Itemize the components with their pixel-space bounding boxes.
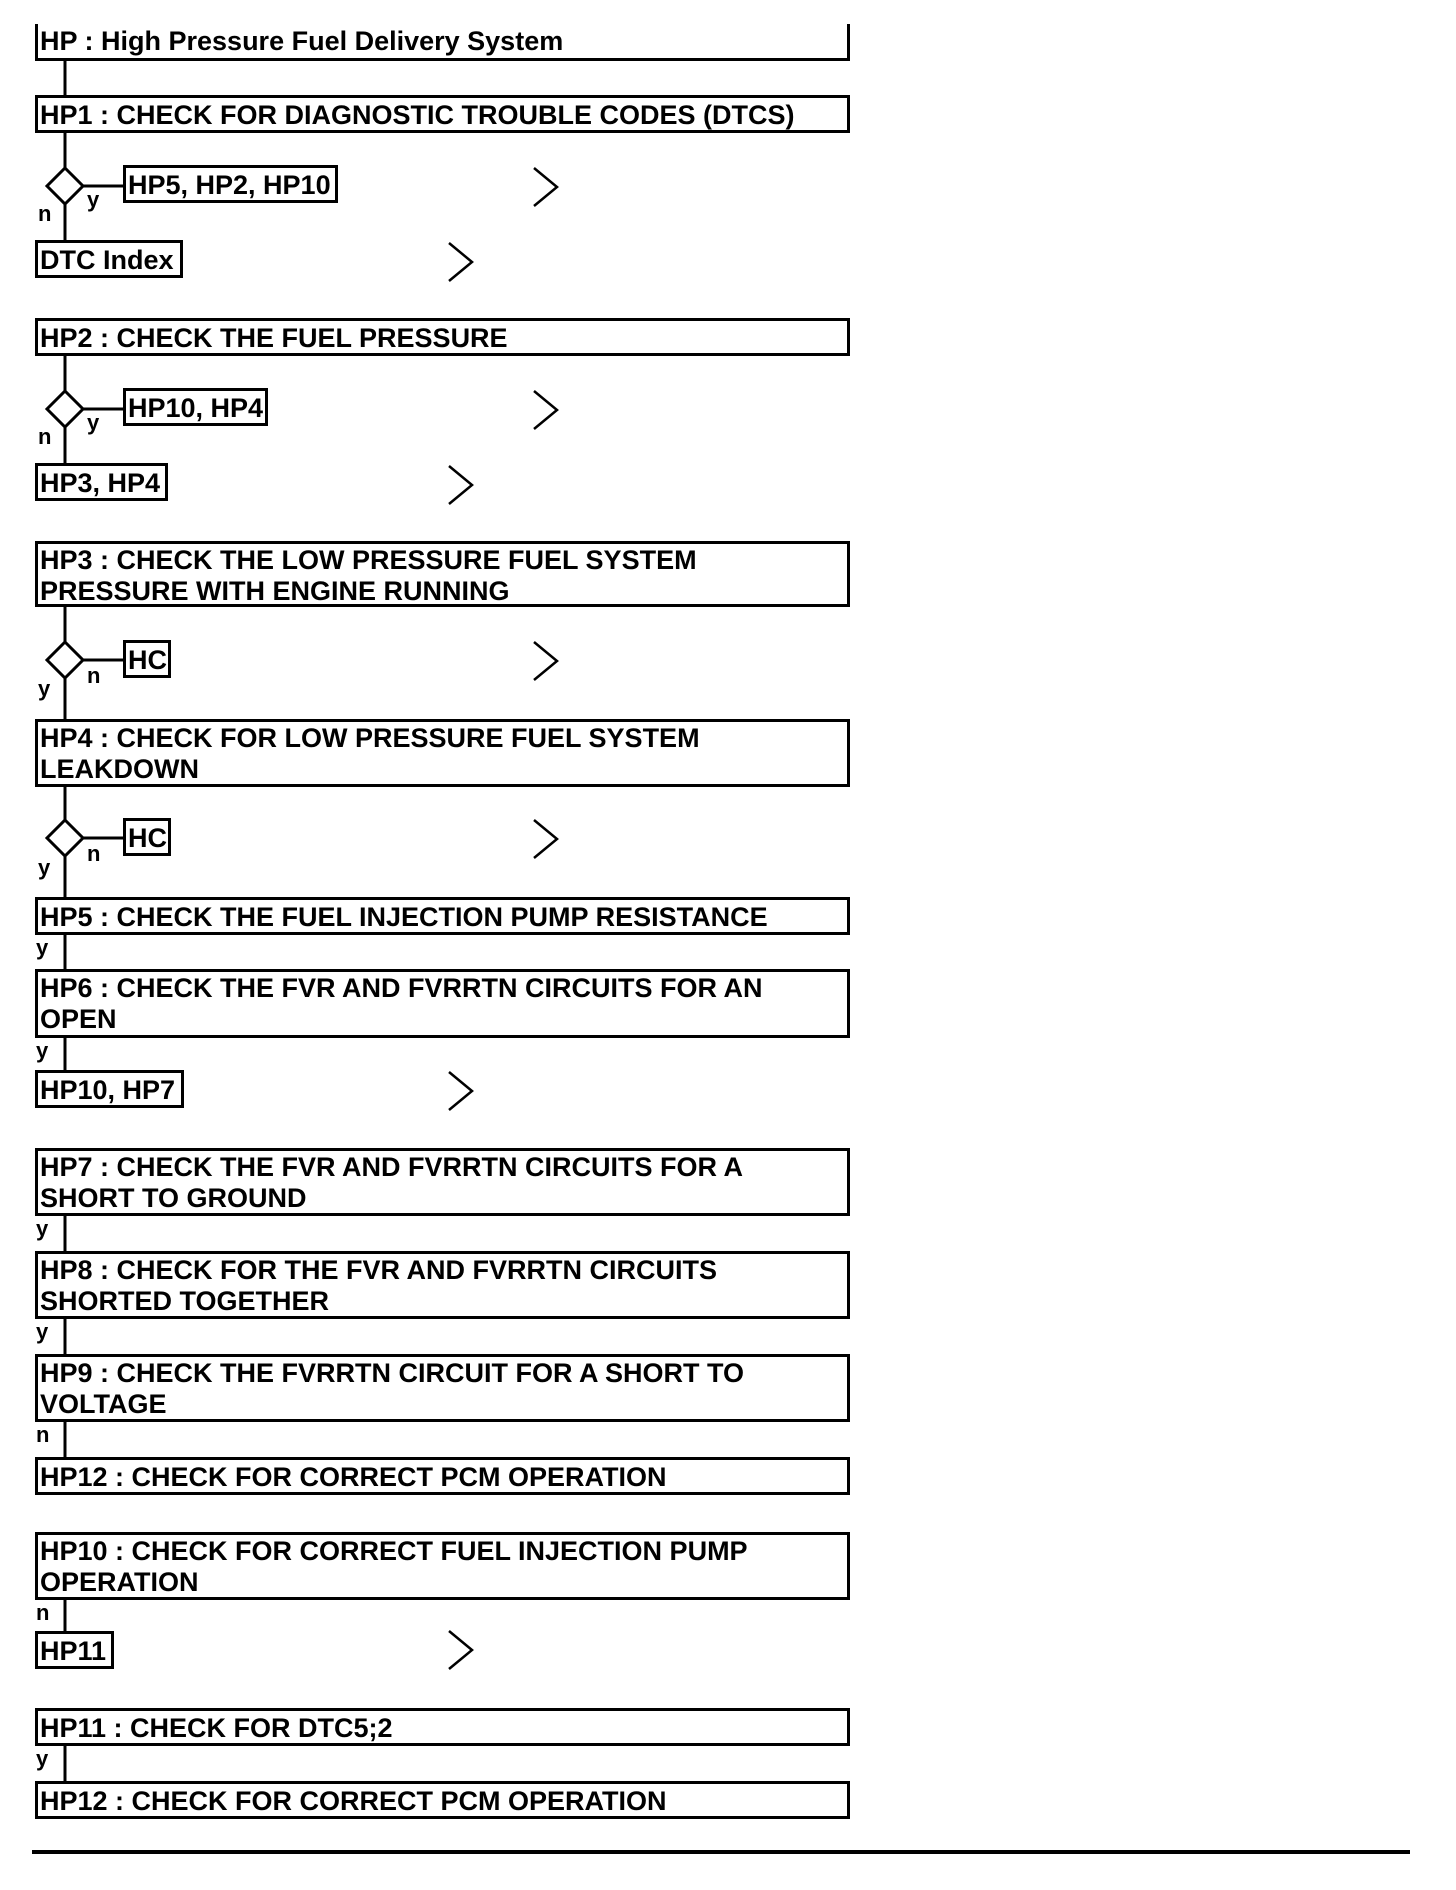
step-hp9-title-line2: VOLTAGE — [40, 1389, 167, 1419]
step-hp11 — [35, 1708, 850, 1746]
step-hp4-title-line2: LEAKDOWN — [40, 754, 199, 784]
yes-label: y — [87, 187, 100, 212]
step-hp6-title-line2: OPEN — [40, 1004, 117, 1034]
chevron-right-icon[interactable] — [534, 391, 557, 429]
step-hp6-title-line1: HP6 : CHECK THE FVR AND FVRRTN CIRCUITS FOR AN — [40, 973, 763, 1003]
chevron-right-icon[interactable] — [449, 243, 472, 281]
decision-diamond-hp1 — [47, 168, 83, 204]
link-hp1-yes[interactable] — [123, 165, 338, 203]
no-label: n — [36, 1600, 50, 1625]
decision-diamond-hp2 — [47, 391, 83, 427]
no-label: n — [38, 201, 52, 226]
step-hp1 — [35, 95, 850, 133]
link-hp3-no-label: HC — [128, 645, 167, 675]
yes-label: y — [87, 410, 100, 435]
step-hp5 — [35, 897, 850, 935]
chevron-right-icon[interactable] — [449, 1631, 472, 1669]
chevron-right-icon[interactable] — [449, 1072, 472, 1110]
step-hp9-title-line1: HP9 : CHECK THE FVRRTN CIRCUIT FOR A SHORT TO — [40, 1358, 745, 1388]
step-hp10-title-line2: OPERATION — [40, 1567, 199, 1597]
step-hp3-title-line1: HP3 : CHECK THE LOW PRESSURE FUEL SYSTEM — [40, 545, 697, 575]
step-hp3 — [35, 541, 850, 607]
yes-label: y — [36, 1038, 49, 1063]
link-hp3-no[interactable] — [123, 640, 171, 678]
step-hp6 — [35, 969, 850, 1038]
chevron-right-icon[interactable] — [534, 168, 557, 206]
step-hp12-title: HP12 : CHECK FOR CORRECT PCM OPERATION — [40, 1462, 667, 1492]
step-hp12-title: HP12 : CHECK FOR CORRECT PCM OPERATION — [40, 1786, 667, 1816]
no-label: n — [36, 1422, 50, 1447]
link-hp10-no[interactable] — [35, 1631, 114, 1669]
step-hp7-title-line2: SHORT TO GROUND — [40, 1183, 307, 1213]
step-hp8-title-line1: HP8 : CHECK FOR THE FVR AND FVRRTN CIRCUITS — [40, 1255, 718, 1285]
link-hp4-no[interactable] — [123, 818, 171, 856]
step-hp3-title-line2: PRESSURE WITH ENGINE RUNNING — [40, 576, 510, 606]
step-hp10 — [35, 1532, 850, 1600]
step-hp10-title-line1: HP10 : CHECK FOR CORRECT FUEL INJECTION PUMP — [40, 1536, 748, 1566]
step-hp2-title: HP2 : CHECK THE FUEL PRESSURE — [40, 323, 508, 353]
step-hp9 — [35, 1354, 850, 1422]
link-hp2-yes[interactable] — [123, 388, 268, 426]
chevron-right-icon[interactable] — [534, 820, 557, 858]
chevron-right-icon[interactable] — [449, 466, 472, 504]
decision-diamond-hp3 — [47, 642, 83, 678]
header-box — [35, 24, 850, 61]
step-hp1-title: HP1 : CHECK FOR DIAGNOSTIC TROUBLE CODES (DTCS) — [40, 100, 795, 130]
link-hp1-no[interactable] — [35, 240, 183, 278]
link-hp4-no-label: HC — [128, 823, 167, 853]
chevron-right-icon[interactable] — [534, 642, 557, 680]
yes-label: y — [38, 676, 51, 701]
yes-label: y — [36, 935, 49, 960]
step-hp12 — [35, 1781, 850, 1819]
yes-label: y — [36, 1216, 49, 1241]
step-hp8 — [35, 1251, 850, 1319]
step-hp7 — [35, 1148, 850, 1216]
link-hp2-no-label: HP3, HP4 — [40, 468, 161, 498]
step-hp11-title: HP11 : CHECK FOR DTC5;2 — [40, 1713, 393, 1743]
no-label: n — [38, 424, 52, 449]
header-title: HP : High Pressure Fuel Delivery System — [40, 26, 564, 56]
step-hp2 — [35, 318, 850, 356]
step-hp7-title-line1: HP7 : CHECK THE FVR AND FVRRTN CIRCUITS FOR A — [40, 1152, 744, 1182]
step-hp12 — [35, 1457, 850, 1495]
yes-label: y — [36, 1746, 49, 1771]
no-label: n — [87, 841, 101, 866]
link-hp2-no[interactable] — [35, 463, 168, 501]
link-hp1-yes-label: HP5, HP2, HP10 — [128, 170, 331, 200]
step-hp4 — [35, 719, 850, 787]
yes-label: y — [38, 855, 51, 880]
step-hp5-title: HP5 : CHECK THE FUEL INJECTION PUMP RESISTANCE — [40, 902, 768, 932]
step-hp8-title-line2: SHORTED TOGETHER — [40, 1286, 330, 1316]
link-hp1-no-label: DTC Index — [40, 245, 174, 275]
decision-diamond-hp4 — [47, 820, 83, 856]
link-hp6-next[interactable] — [35, 1070, 184, 1108]
step-hp4-title-line1: HP4 : CHECK FOR LOW PRESSURE FUEL SYSTEM — [40, 723, 700, 753]
no-label: n — [87, 663, 101, 688]
link-hp2-yes-label: HP10, HP4 — [128, 393, 264, 423]
link-hp6-next-label: HP10, HP7 — [40, 1075, 176, 1105]
yes-label: y — [36, 1319, 49, 1344]
link-hp10-no-label: HP11 — [40, 1636, 107, 1666]
